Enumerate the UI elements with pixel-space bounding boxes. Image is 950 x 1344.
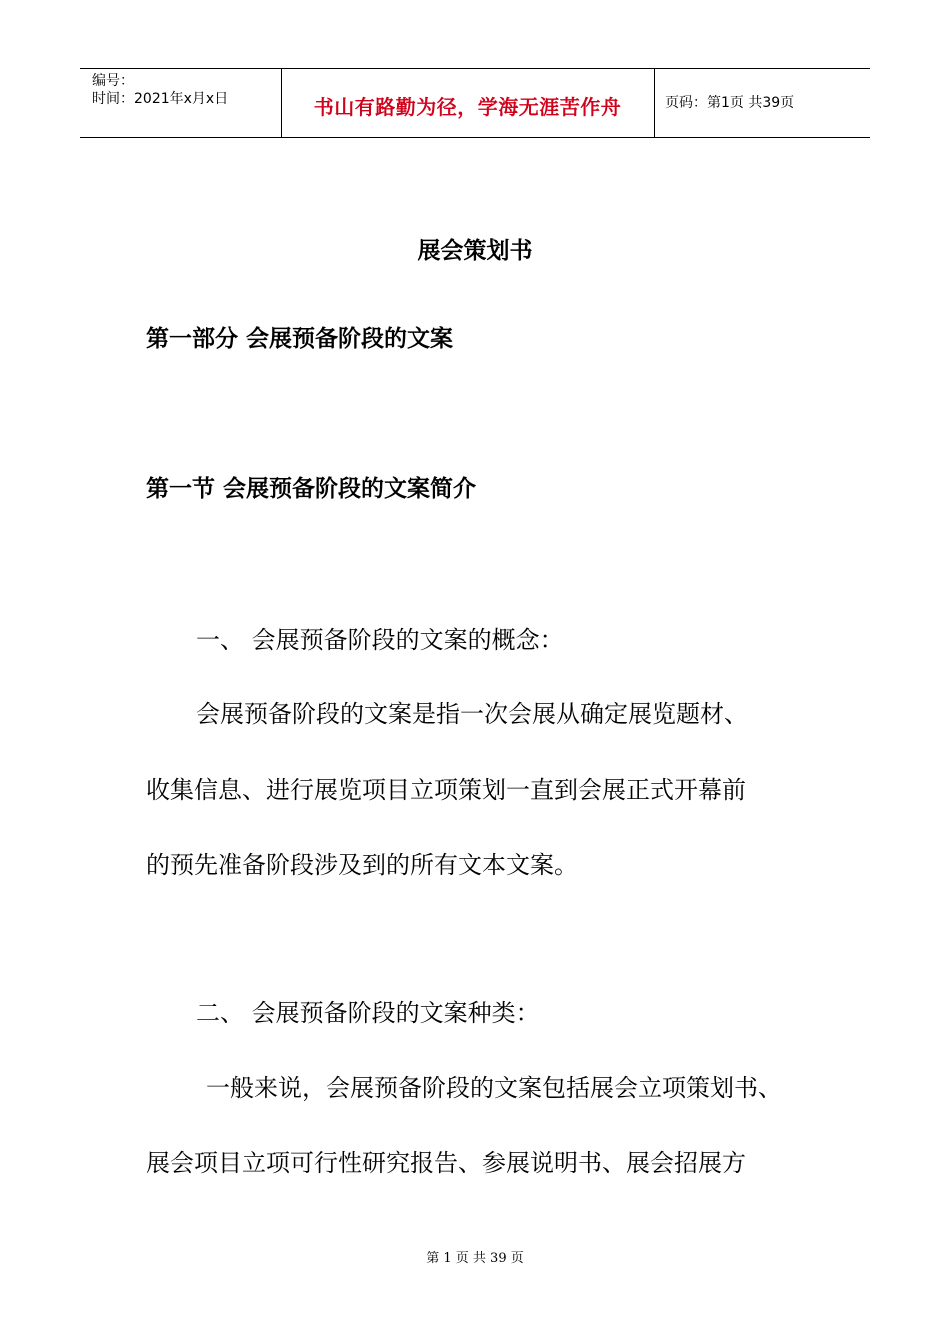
time-label: 时间：2021年x月x日 [92,91,229,107]
paragraph-line: 会展预备阶段的文案是指一次会展从确定展览题材、 [196,700,748,728]
document-title: 展会策划书 [417,238,533,264]
header-motto-cell [281,69,655,137]
document-header-table [80,68,870,138]
page-code: 页码：第1页 共39页 [665,95,795,111]
page-footer: 第 1 页 共 39 页 [426,1251,524,1266]
item1-heading: 一、 会展预备阶段的文案的概念： [196,626,564,654]
header-meta-cell [80,69,282,137]
motto-text: 书山有路勤为径，学海无涯苦作舟 [313,95,622,119]
item2-heading: 二、 会展预备阶段的文案种类： [196,999,540,1027]
paragraph-line: 收集信息、进行展览项目立项策划一直到会展正式开幕前 [146,776,746,804]
section-heading: 第一节 会展预备阶段的文案简介 [146,476,477,502]
header-page-cell [655,69,870,137]
paragraph-line: 的预先准备阶段涉及到的所有文本文案。 [146,851,578,879]
paragraph-line: 展会项目立项可行性研究报告、参展说明书、展会招展方 [146,1149,746,1177]
number-label: 编号： [92,73,134,89]
paragraph-line: 一般来说，会展预备阶段的文案包括展会立项策划书、 [206,1074,782,1102]
part-heading: 第一部分 会展预备阶段的文案 [146,326,454,352]
